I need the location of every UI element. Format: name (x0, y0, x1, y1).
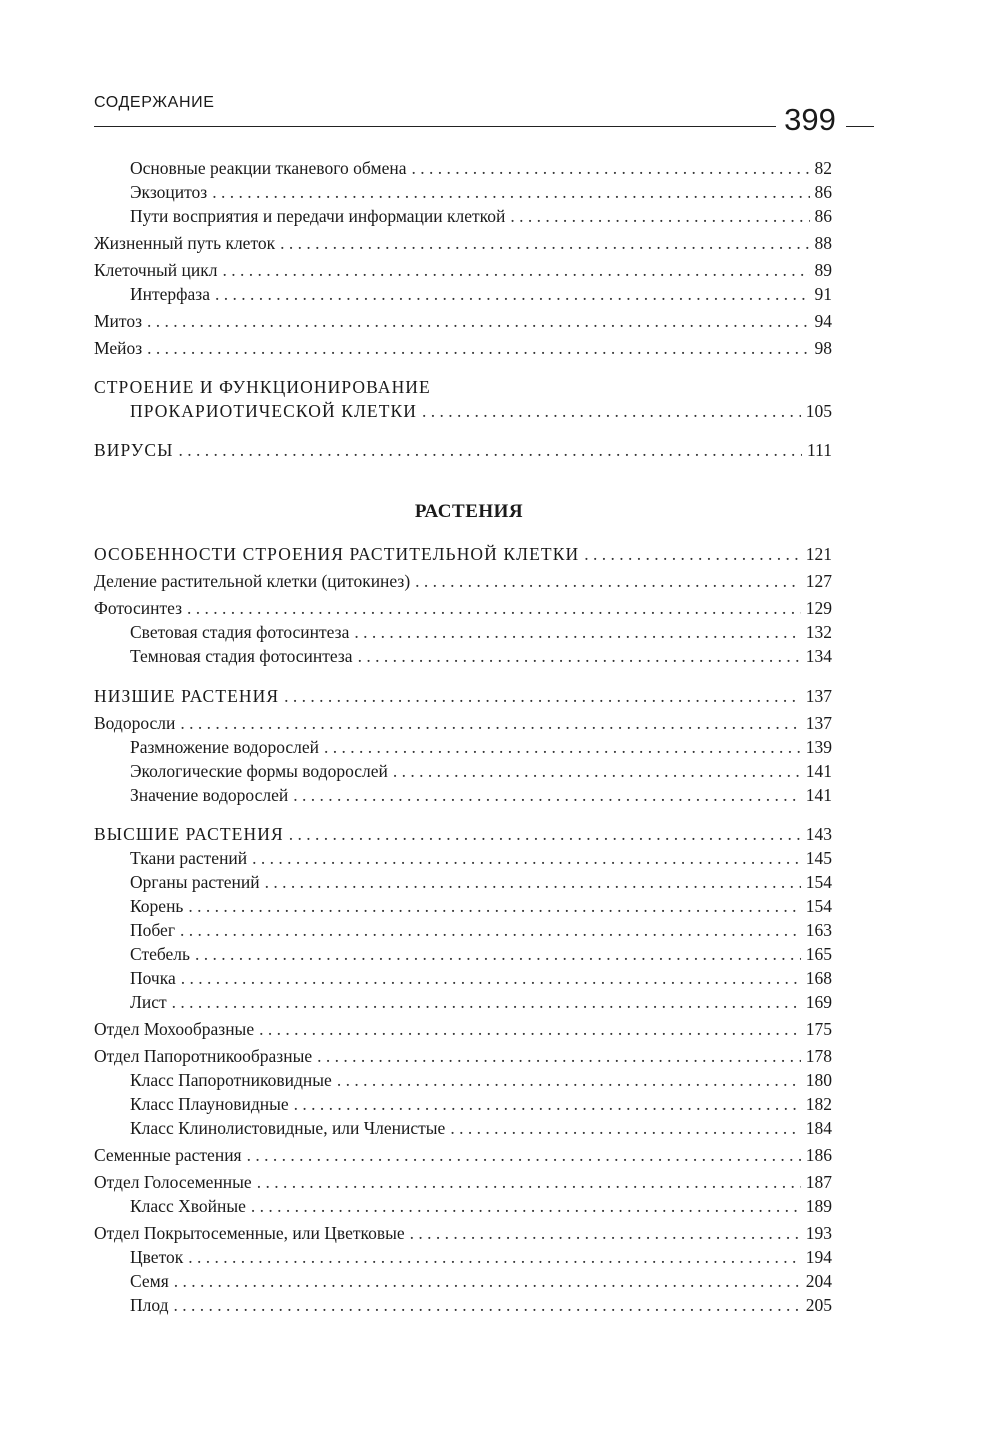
leader-dots (174, 1293, 801, 1317)
toc-entry[interactable] (94, 1170, 832, 1194)
toc-entry-page: 141 (805, 785, 832, 805)
toc-entry[interactable] (130, 1116, 832, 1140)
section-heading: РАСТЕНИЯ (414, 501, 524, 522)
toc-entry[interactable] (130, 1068, 832, 1092)
leader-dots (187, 596, 801, 620)
toc-entry-page: 141 (805, 761, 832, 781)
toc-entry[interactable] (130, 1293, 832, 1317)
toc-entry-title: Деление растительной клетки (цитокинез) (94, 571, 411, 591)
toc-entry[interactable] (130, 1092, 832, 1116)
toc-entry-title: Плод (130, 1295, 169, 1315)
leader-dots (393, 759, 801, 783)
toc-entry-page: 184 (805, 1118, 832, 1138)
leader-dots (181, 966, 801, 990)
toc-entry-title: Экзоцитоз (130, 182, 208, 202)
toc-entry-page: 175 (805, 1019, 832, 1039)
leader-dots (293, 783, 800, 807)
toc-entry-page: 132 (805, 622, 832, 642)
leader-dots (247, 1143, 801, 1167)
toc-entry-page: 129 (805, 598, 832, 618)
toc-entry[interactable] (130, 846, 832, 870)
leader-dots (259, 1017, 801, 1041)
leader-dots (188, 1245, 801, 1269)
toc-entry[interactable] (94, 231, 832, 255)
toc-entry-title: Клеточный цикл (94, 260, 218, 280)
toc-entry-title: Экологические формы водорослей (130, 761, 388, 781)
leader-dots (180, 711, 800, 735)
leader-dots (337, 1068, 801, 1092)
toc-entry-page: 98 (814, 338, 832, 358)
toc-entry-page: 154 (805, 872, 832, 892)
toc-entry-page: 139 (805, 737, 832, 757)
toc-entry[interactable] (94, 822, 832, 846)
toc-entry-page: 137 (805, 713, 832, 733)
toc-entry-page: 163 (805, 920, 832, 940)
leader-dots (324, 735, 801, 759)
leader-dots (289, 822, 801, 846)
toc-entry-title: Почка (130, 968, 176, 988)
toc-entry-title: ВЫСШИЕ РАСТЕНИЯ (94, 824, 284, 844)
toc-entry-title: Побег (130, 920, 176, 940)
toc-entry[interactable] (94, 711, 832, 735)
toc-entry-page: 143 (805, 824, 832, 844)
toc-entry[interactable] (130, 942, 832, 966)
toc-entry[interactable] (130, 399, 832, 423)
toc-entry-title: Стебель (130, 944, 191, 964)
toc-entry-title: Отдел Голосеменные (94, 1172, 252, 1192)
toc-entry[interactable] (94, 569, 832, 593)
toc-entry[interactable] (130, 894, 832, 918)
leader-dots (510, 204, 809, 228)
leader-dots (280, 231, 809, 255)
leader-dots (188, 894, 800, 918)
leader-dots (412, 156, 810, 180)
toc-entry-page: 194 (805, 1247, 832, 1267)
toc-entry-title: Значение водорослей (130, 785, 289, 805)
leader-dots (265, 870, 801, 894)
toc-entry[interactable] (130, 990, 832, 1014)
leader-dots (147, 336, 809, 360)
toc-entry[interactable] (94, 1221, 832, 1245)
toc-entry-title: Корень (130, 896, 184, 916)
toc-entry-title: Семя (130, 1271, 169, 1291)
toc-entry-title: Фотосинтез (94, 598, 182, 618)
leader-dots (215, 282, 810, 306)
toc-entry[interactable] (130, 204, 832, 228)
toc-entry[interactable] (130, 1269, 832, 1293)
toc-entry-page: 182 (805, 1094, 832, 1114)
leader-dots (294, 1092, 801, 1116)
toc-entry-title: Световая стадия фотосинтеза (130, 622, 350, 642)
toc-entry-title: Класс Папоротниковидные (130, 1070, 332, 1090)
toc-entry-page: 105 (805, 401, 832, 421)
toc-entry-title: ОСОБЕННОСТИ СТРОЕНИЯ РАСТИТЕЛЬНОЙ КЛЕТКИ (94, 544, 580, 564)
toc-entry-title: Мейоз (94, 338, 143, 358)
leader-dots (354, 620, 800, 644)
toc-entry-title: Водоросли (94, 713, 176, 733)
toc-entry-page: 111 (807, 440, 832, 460)
toc-entry-title: Митоз (94, 311, 143, 331)
toc-entry-page: 91 (814, 284, 832, 304)
toc-entry-title: НИЗШИЕ РАСТЕНИЯ (94, 686, 280, 706)
leader-dots (584, 542, 801, 566)
toc-entry-page: 205 (805, 1295, 832, 1315)
leader-dots (450, 1116, 800, 1140)
toc-entry-title: Отдел Покрытосеменные, или Цветковые (94, 1223, 405, 1243)
toc-entry-page: 89 (814, 260, 832, 280)
leader-dots (180, 918, 801, 942)
toc-entry[interactable] (94, 596, 832, 620)
page-number: 399 (784, 102, 836, 137)
toc-entry-title: Пути восприятия и передачи информации клеткой (130, 206, 506, 226)
toc-entry[interactable] (130, 644, 832, 668)
leader-dots (179, 438, 803, 462)
leader-dots (284, 684, 801, 708)
toc-entry[interactable] (130, 620, 832, 644)
toc-entry-title: Жизненный путь клеток (94, 233, 276, 253)
toc-entry-page: 187 (805, 1172, 832, 1192)
toc-entry[interactable] (94, 542, 832, 566)
toc-entry-page: 127 (805, 571, 832, 591)
leader-dots (147, 309, 809, 333)
leader-dots (195, 942, 801, 966)
toc-entry[interactable] (130, 783, 832, 807)
toc-entry-title: Класс Клинолистовидные, или Членистые (130, 1118, 446, 1138)
toc-entry-page: 193 (805, 1223, 832, 1243)
toc-entry[interactable] (130, 1194, 832, 1218)
toc-entry-title: Отдел Мохообразные (94, 1019, 255, 1039)
leader-dots (172, 990, 801, 1014)
toc-entry[interactable] (94, 258, 832, 282)
toc-entry[interactable] (130, 156, 832, 180)
toc-entry-page: 169 (805, 992, 832, 1012)
leader-dots (257, 1170, 801, 1194)
toc-entry-page: 86 (814, 182, 832, 202)
leader-dots (174, 1269, 801, 1293)
toc-entry-title: Ткани растений (130, 848, 248, 868)
toc-entry[interactable] (130, 918, 832, 942)
leader-dots (317, 1044, 801, 1068)
toc-entry[interactable] (94, 336, 832, 360)
toc-entry-title: Лист (130, 992, 167, 1012)
leader-dots (251, 1194, 801, 1218)
toc-entry-page: 145 (805, 848, 832, 868)
toc-entry-page: 168 (805, 968, 832, 988)
leader-dots (223, 258, 810, 282)
toc-entry-page: 137 (805, 686, 832, 706)
toc-entry-title: Класс Хвойные (130, 1196, 246, 1216)
toc-entry-title: Размножение водорослей (130, 737, 320, 757)
toc-entry[interactable] (94, 1143, 832, 1167)
toc-entry-title: Темновая стадия фотосинтеза (130, 646, 353, 666)
leader-dots (212, 180, 809, 204)
toc-entry[interactable] (130, 1245, 832, 1269)
toc-entry-title: Отдел Папоротникообразные (94, 1046, 313, 1066)
toc-entry-page: 86 (814, 206, 832, 226)
toc-entry-page: 186 (805, 1145, 832, 1165)
toc-entry-page: 165 (805, 944, 832, 964)
toc-entry-title: Класс Плауновидные (130, 1094, 289, 1114)
leader-dots (422, 399, 801, 423)
leader-dots (252, 846, 801, 870)
toc-entry-title: Семенные растения (94, 1145, 242, 1165)
toc-entry[interactable] (94, 1044, 832, 1068)
toc-entry-page: 154 (805, 896, 832, 916)
toc-entry-page: 189 (805, 1196, 832, 1216)
toc-entry-title: Цветок (130, 1247, 184, 1267)
toc-entry[interactable] (130, 870, 832, 894)
running-head: СОДЕРЖАНИЕ (94, 94, 215, 111)
toc-entry[interactable] (94, 684, 832, 708)
toc-entry[interactable] (130, 966, 832, 990)
toc-entry[interactable] (94, 1017, 832, 1041)
leader-dots (358, 644, 801, 668)
toc-entry-page: 121 (805, 544, 832, 564)
toc-entry-page: 88 (814, 233, 832, 253)
toc-entry-title: Органы растений (130, 872, 260, 892)
toc-entry-page: 134 (805, 646, 832, 666)
toc-entry-page: 178 (805, 1046, 832, 1066)
toc-entry-title: Интерфаза (130, 284, 210, 304)
toc-entry-title: Основные реакции тканевого обмена (130, 158, 407, 178)
toc-entry-title: ВИРУСЫ (94, 440, 174, 460)
toc-entry[interactable] (130, 282, 832, 306)
toc-entry[interactable] (130, 759, 832, 783)
toc-entry-title-first-line: СТРОЕНИЕ И ФУНКЦИОНИРОВАНИЕ (94, 377, 431, 397)
toc-entry-page: 94 (814, 311, 832, 331)
toc-entry-page: 82 (814, 158, 832, 178)
leader-dots (415, 569, 801, 593)
toc-entry-page: 180 (805, 1070, 832, 1090)
toc-entry[interactable] (94, 438, 832, 462)
toc-entry[interactable] (130, 735, 832, 759)
toc-entry-title: ПРОКАРИОТИЧЕСКОЙ КЛЕТКИ (130, 401, 418, 421)
toc-entry[interactable] (94, 309, 832, 333)
toc-entry-page: 204 (805, 1271, 832, 1291)
leader-dots (410, 1221, 801, 1245)
toc-entry[interactable] (130, 180, 832, 204)
